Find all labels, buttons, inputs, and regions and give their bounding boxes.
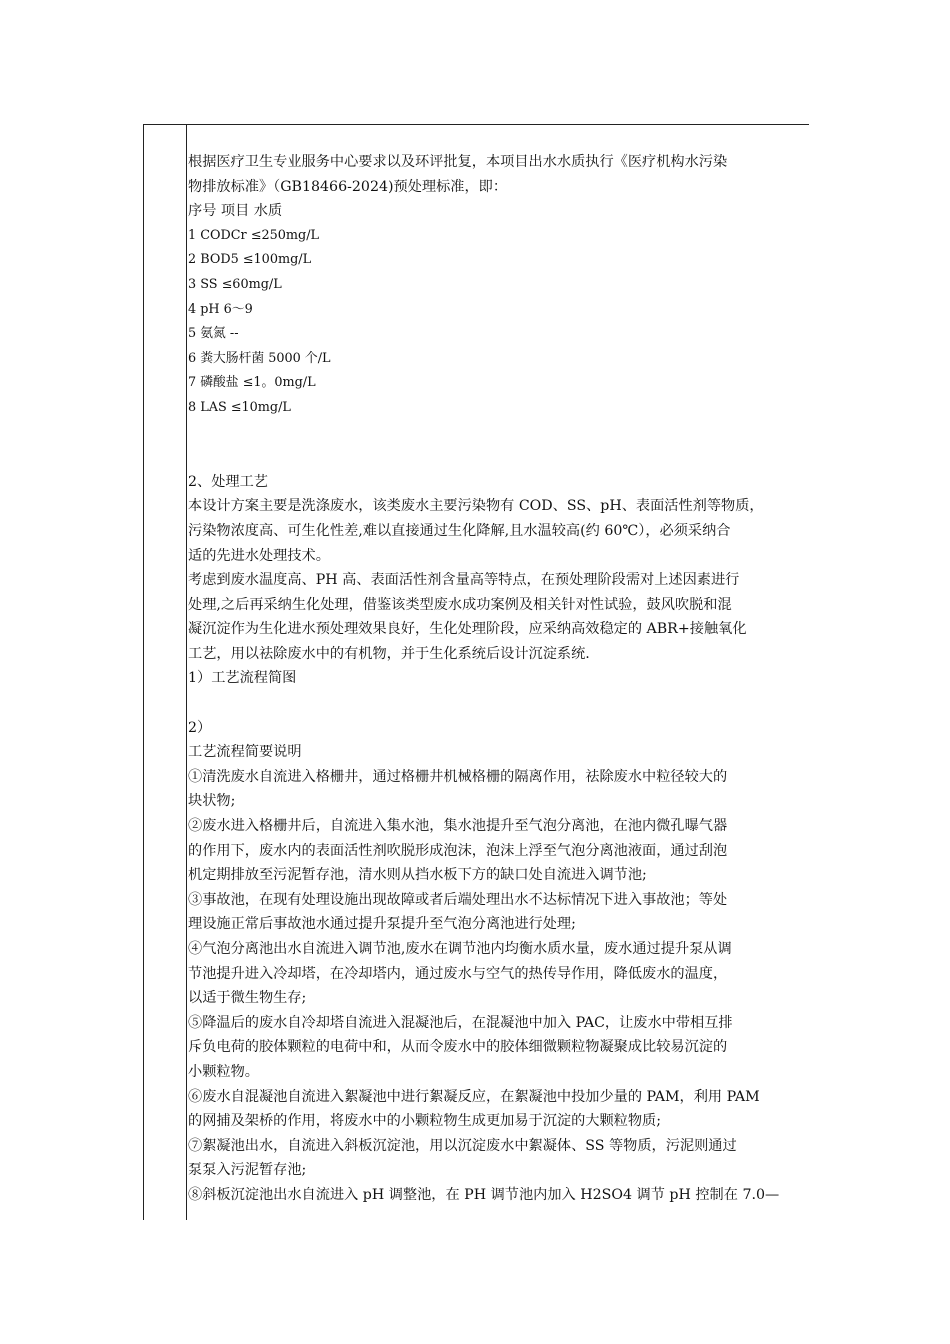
section-title: 2、处理工艺 — [188, 473, 268, 490]
standards-row: 2 BOD5 ≤100mg/L — [188, 252, 312, 268]
paragraph-line: 凝沉淀作为生化进水预处理效果良好，生化处理阶段，应采纳高效稳定的 ABR+接触氧化 — [188, 621, 747, 638]
standards-row: 5 氨氮 -- — [188, 326, 239, 342]
standards-row: 4 pH 6～9 — [188, 301, 253, 317]
flow-step-line: 的网捕及架桥的作用，将废水中的小颗粒物生成更加易于沉淀的大颗粒物质; — [188, 1113, 661, 1130]
paragraph-line: 处理,之后再采纳生化处理，借鉴该类型废水成功案例及相关针对性试验，鼓风吹脱和混 — [188, 596, 732, 613]
flow-step-line: 节池提升进入冷却塔，在冷却塔内，通过废水与空气的热传导作用，降低废水的温度， — [188, 965, 728, 982]
flow-step-line: ④气泡分离池出水自流进入调节池,废水在调节池内均衡水质水量，废水通过提升泵从调 — [188, 941, 732, 957]
standards-row: 3 SS ≤60mg/L — [188, 276, 282, 292]
standards-row: 8 LAS ≤10mg/L — [188, 399, 291, 415]
flow-desc-title: 工艺流程简要说明 — [188, 744, 302, 761]
standards-header: 序号 项目 水质 — [188, 203, 283, 220]
table-left-border — [143, 124, 144, 1220]
flow-step-line: 理设施正常后事故池水通过提升泵提升至气泡分离池进行处理; — [188, 916, 576, 933]
paragraph-line: 适的先进水处理技术。 — [188, 547, 330, 564]
flow-desc-number: 2） — [188, 719, 212, 736]
table-column-divider — [186, 124, 187, 1220]
flow-step-line: ⑥废水自混凝池自流进入絮凝池中进行絮凝反应，在絮凝池中投加少量的 PAM，利用 PAM — [188, 1088, 760, 1105]
intro-line: 物排放标准》（GB18466-2024)预处理标准，即： — [188, 178, 508, 195]
flow-step-line: ②废水进入格栅井后，自流进入集水池，集水池提升至气泡分离池，在池内微孔曝气器 — [188, 818, 728, 835]
spacer — [188, 691, 808, 716]
spacer — [188, 445, 808, 470]
paragraph-line: 本设计方案主要是洗涤废水，该类废水主要污染物有 COD、SS、pH、表面活性剂等物质， — [188, 498, 764, 515]
flow-step-line: 斥负电荷的胶体颗粒的电荷中和，从而令废水中的胶体细微颗粒物凝聚成比较易沉淀的 — [188, 1039, 728, 1056]
flow-step-line: 的作用下，废水内的表面活性剂吹脱形成泡沫，泡沫上浮至气泡分离池液面，通过刮泡 — [188, 842, 728, 859]
table-top-border — [143, 124, 809, 125]
spacer — [188, 421, 808, 446]
standards-row: 1 CODCr ≤250mg/L — [188, 227, 320, 243]
flow-step-line: ③事故池，在现有处理设施出现故障或者后端处理出水不达标情况下进入事故池；等处 — [188, 891, 728, 908]
flow-step-line: 以适于微生物生存; — [188, 990, 307, 1007]
flow-diagram-label: 1）工艺流程简图 — [188, 670, 297, 687]
flow-step-line: 泵泵入污泥暂存池; — [188, 1162, 307, 1179]
flow-step-line: ⑤降温后的废水自冷却塔自流进入混凝池后，在混凝池中加入 PAC，让废水中带相互排 — [188, 1014, 733, 1031]
flow-step-line: ⑦絮凝池出水，自流进入斜板沉淀池，用以沉淀废水中絮凝体、SS 等物质，污泥则通过 — [188, 1137, 737, 1154]
paragraph-line: 污染物浓度高、可生化性差,难以直接通过生化降解,且水温较高(约 60℃），必须采纳合 — [188, 522, 731, 539]
flow-step-line: 块状物; — [188, 793, 236, 810]
intro-line: 根据医疗卫生专业服务中心要求以及环评批复，本项目出水水质执行《医疗机构水污染 — [188, 154, 728, 170]
paragraph-line: 考虑到废水温度高、PH 高、表面活性剂含量高等特点，在预处理阶段需对上述因素进行 — [188, 572, 740, 589]
flow-step-line: 机定期排放至污泥暂存池，清水则从挡水板下方的缺口处自流进入调节池; — [188, 867, 647, 884]
standards-row: 6 粪大肠杆菌 5000 个/L — [188, 350, 331, 366]
paragraph-line: 工艺，用以祛除废水中的有机物，并于生化系统后设计沉淀系统. — [188, 645, 590, 662]
flow-step-line: ①清洗废水自流进入格栅井，通过格栅井机械格栅的隔离作用，祛除废水中粒径较大的 — [188, 768, 728, 785]
flow-step-line: ⑧斜板沉淀池出水自流进入 pH 调整池，在 PH 调节池内加入 H2SO4 调节 pH 控制在 7.0— — [188, 1186, 780, 1203]
flow-step-line: 小颗粒物。 — [188, 1063, 259, 1080]
document-body — [188, 150, 808, 1208]
standards-row: 7 磷酸盐 ≤1。0mg/L — [188, 375, 316, 391]
